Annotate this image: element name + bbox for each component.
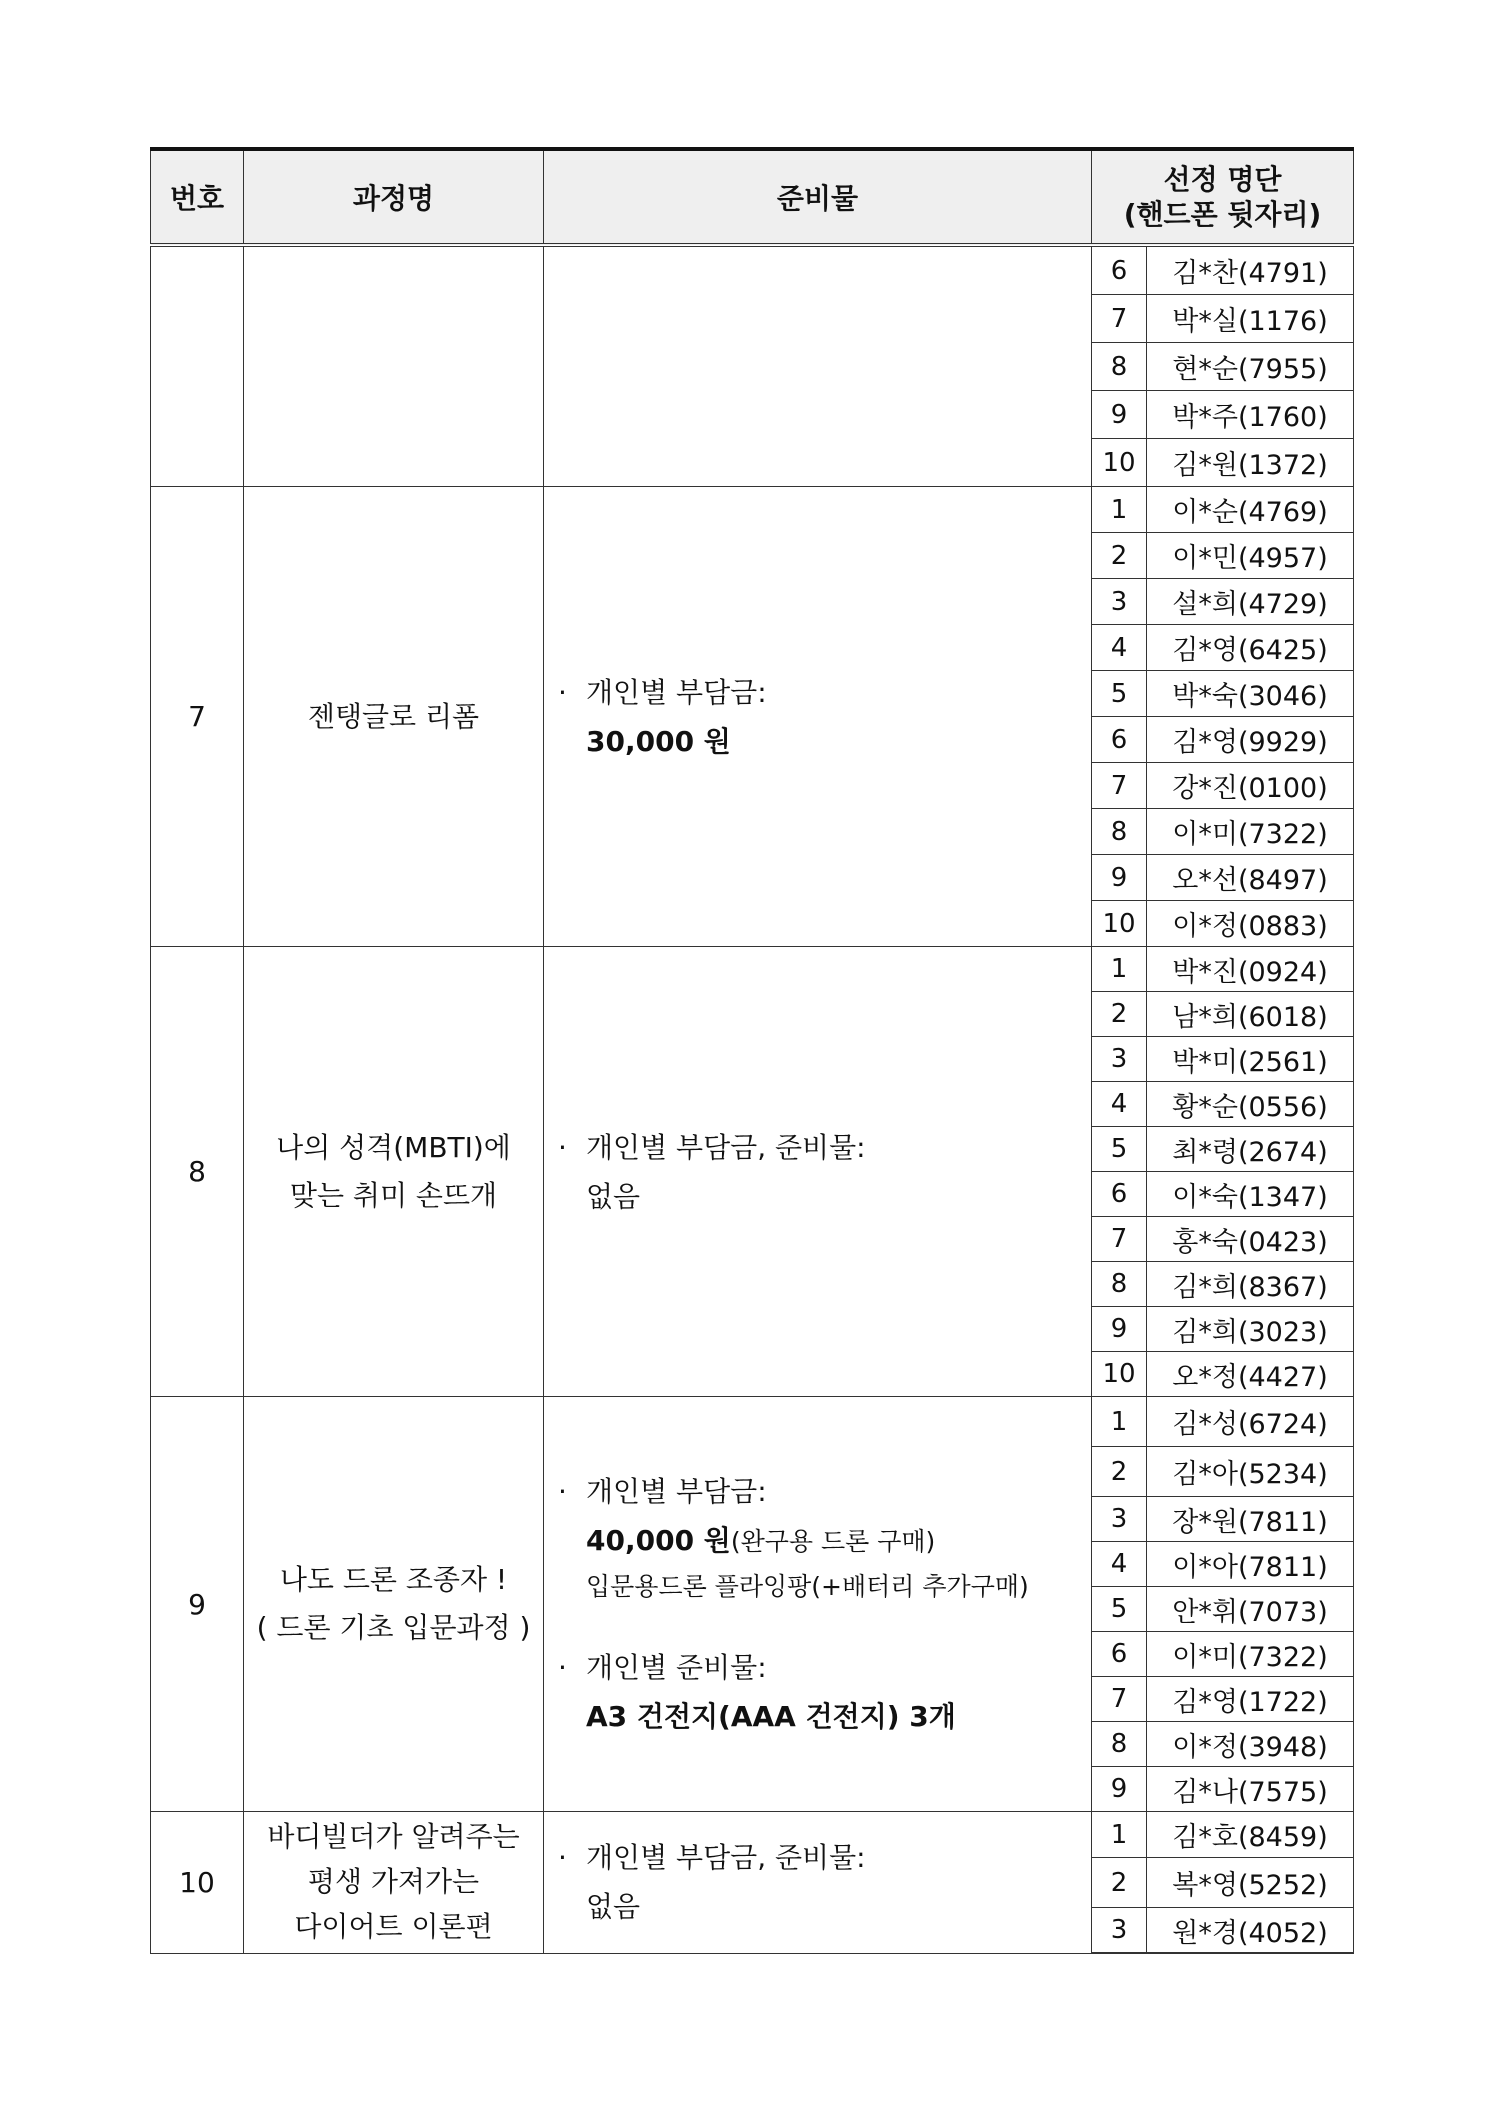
- row-index: 3: [1092, 579, 1147, 625]
- course-title-line: 평생 가져가는: [307, 1864, 480, 1898]
- row-index: 1: [1092, 487, 1147, 533]
- row-name: 이*미(7322): [1147, 1632, 1354, 1677]
- prep-fee: 30,000 원: [586, 724, 731, 758]
- bullet-icon: ·: [558, 1475, 567, 1509]
- course-title-line: 바디빌더가 알려주는: [267, 1820, 520, 1854]
- header-prep: 준비물: [544, 149, 1092, 245]
- row-name: 이*정(0883): [1147, 901, 1354, 947]
- course-no: 9: [151, 1397, 244, 1812]
- header-selected: [1092, 149, 1354, 245]
- prep-fee-note: (완구용 드론 구매): [730, 1527, 936, 1557]
- row-name: 이*숙(1347): [1147, 1172, 1354, 1217]
- row-name: 이*민(4957): [1147, 533, 1354, 579]
- table-row: [151, 487, 1354, 533]
- bullet-icon: ·: [558, 675, 567, 709]
- bullet-icon: ·: [558, 1841, 567, 1875]
- prep-value: 없음: [586, 1890, 641, 1924]
- row-index: 5: [1092, 1587, 1147, 1632]
- prep-cell: [544, 245, 1092, 487]
- row-name: 황*순(0556): [1147, 1082, 1354, 1127]
- row-name: 현*순(7955): [1147, 343, 1354, 391]
- row-name: 이*정(3948): [1147, 1722, 1354, 1767]
- row-index: 6: [1092, 1172, 1147, 1217]
- selection-table: [150, 147, 1354, 1954]
- row-index: 10: [1092, 439, 1147, 487]
- prep-extra: 입문용드론 플라잉팡(+배터리 추가구매): [586, 1572, 1029, 1602]
- course-title: [244, 1397, 544, 1812]
- row-index: 10: [1092, 1352, 1147, 1397]
- row-index: 3: [1092, 1908, 1147, 1954]
- row-name: 김*영(1722): [1147, 1677, 1354, 1722]
- row-index: 8: [1092, 809, 1147, 855]
- row-name: 박*진(0924): [1147, 947, 1354, 992]
- prep-bullet1: 개인별 부담금, 준비물:: [586, 1130, 866, 1164]
- row-name: 박*실(1176): [1147, 295, 1354, 343]
- row-name: 오*선(8497): [1147, 855, 1354, 901]
- row-index: 6: [1092, 717, 1147, 763]
- row-index: 8: [1092, 1722, 1147, 1767]
- row-index: 9: [1092, 391, 1147, 439]
- table-row: [151, 1397, 1354, 1447]
- row-name: 장*원(7811): [1147, 1497, 1354, 1542]
- course-title: [244, 487, 544, 947]
- row-index: 1: [1092, 947, 1147, 992]
- course-title-line: 맞는 취미 손뜨개: [289, 1178, 498, 1212]
- row-index: 8: [1092, 343, 1147, 391]
- prep-cell: [544, 1812, 1092, 1954]
- row-index: 9: [1092, 855, 1147, 901]
- table-row: [151, 1812, 1354, 1858]
- prep-cell: [544, 947, 1092, 1397]
- row-index: 5: [1092, 1127, 1147, 1172]
- course-no: 7: [151, 487, 244, 947]
- bullet-icon: ·: [558, 1650, 567, 1684]
- row-name: 이*순(4769): [1147, 487, 1354, 533]
- row-index: 2: [1092, 992, 1147, 1037]
- row-index: 2: [1092, 533, 1147, 579]
- row-index: 7: [1092, 1217, 1147, 1262]
- course-title-cell: [244, 245, 544, 487]
- row-index: 3: [1092, 1037, 1147, 1082]
- course-no-cell: [151, 245, 244, 487]
- row-name: 김*성(6724): [1147, 1397, 1354, 1447]
- row-index: 3: [1092, 1497, 1147, 1542]
- row-name: 원*경(4052): [1147, 1908, 1354, 1954]
- row-index: 2: [1092, 1447, 1147, 1497]
- row-name: 김*희(8367): [1147, 1262, 1354, 1307]
- course-no: 8: [151, 947, 244, 1397]
- row-name: 박*숙(3046): [1147, 671, 1354, 717]
- row-index: 6: [1092, 245, 1147, 295]
- header-course: 과정명: [244, 149, 544, 245]
- course-title: [244, 1812, 544, 1954]
- header-selected-line2: (핸드폰 뒷자리): [1123, 198, 1322, 231]
- course-no: 10: [151, 1812, 244, 1954]
- row-name: 오*정(4427): [1147, 1352, 1354, 1397]
- row-index: 8: [1092, 1262, 1147, 1307]
- row-name: 김*영(9929): [1147, 717, 1354, 763]
- course-title-line: 나도 드론 조종자 !: [279, 1563, 508, 1597]
- header-selected-line1: 선정 명단: [1163, 163, 1282, 196]
- prep-bullet2: 개인별 준비물:: [586, 1650, 767, 1684]
- row-index: 9: [1092, 1767, 1147, 1812]
- row-name: 김*아(5234): [1147, 1447, 1354, 1497]
- bullet-icon: ·: [558, 1130, 567, 1164]
- row-name: 홍*숙(0423): [1147, 1217, 1354, 1262]
- course-title-line: 나의 성격(MBTI)에: [276, 1130, 511, 1164]
- row-index: 10: [1092, 901, 1147, 947]
- course-title-line: 다이어트 이론편: [294, 1909, 493, 1943]
- row-name: 김*영(6425): [1147, 625, 1354, 671]
- table-row: [151, 947, 1354, 992]
- row-index: 1: [1092, 1397, 1147, 1447]
- row-name: 최*령(2674): [1147, 1127, 1354, 1172]
- row-index: 4: [1092, 1542, 1147, 1587]
- course-title: [244, 947, 544, 1397]
- row-name: 남*희(6018): [1147, 992, 1354, 1037]
- row-name: 설*희(4729): [1147, 579, 1354, 625]
- table-row: [151, 245, 1354, 295]
- row-name: 김*희(3023): [1147, 1307, 1354, 1352]
- header-no: 번호: [151, 149, 244, 245]
- row-index: 5: [1092, 671, 1147, 717]
- table-header-row: [151, 149, 1354, 245]
- row-index: 2: [1092, 1858, 1147, 1908]
- row-index: 4: [1092, 1082, 1147, 1127]
- prep-cell: [544, 1397, 1092, 1812]
- course-title-line: 젠탱글로 리폼: [307, 699, 480, 733]
- row-name: 이*아(7811): [1147, 1542, 1354, 1587]
- row-index: 9: [1092, 1307, 1147, 1352]
- prep-supplies: A3 건전지(AAA 건전지) 3개: [586, 1699, 956, 1733]
- row-name: 강*진(0100): [1147, 763, 1354, 809]
- row-name: 김*호(8459): [1147, 1812, 1354, 1858]
- row-index: 7: [1092, 1677, 1147, 1722]
- prep-cell: [544, 487, 1092, 947]
- row-name: 안*휘(7073): [1147, 1587, 1354, 1632]
- row-index: 6: [1092, 1632, 1147, 1677]
- prep-bullet1: 개인별 부담금:: [586, 1475, 767, 1509]
- row-name: 이*미(7322): [1147, 809, 1354, 855]
- row-index: 7: [1092, 763, 1147, 809]
- row-name: 복*영(5252): [1147, 1858, 1354, 1908]
- prep-bullet1: 개인별 부담금, 준비물:: [586, 1841, 866, 1875]
- row-name: 박*미(2561): [1147, 1037, 1354, 1082]
- row-name: 김*찬(4791): [1147, 245, 1354, 295]
- prep-value: 없음: [586, 1179, 641, 1213]
- row-index: 4: [1092, 625, 1147, 671]
- course-title-line: ( 드론 기초 입문과정 ): [256, 1611, 531, 1644]
- row-name: 박*주(1760): [1147, 391, 1354, 439]
- row-name: 김*나(7575): [1147, 1767, 1354, 1812]
- row-index: 7: [1092, 295, 1147, 343]
- row-name: 김*원(1372): [1147, 439, 1354, 487]
- prep-fee: 40,000 원: [586, 1524, 731, 1558]
- prep-bullet1: 개인별 부담금:: [586, 675, 767, 709]
- row-index: 1: [1092, 1812, 1147, 1858]
